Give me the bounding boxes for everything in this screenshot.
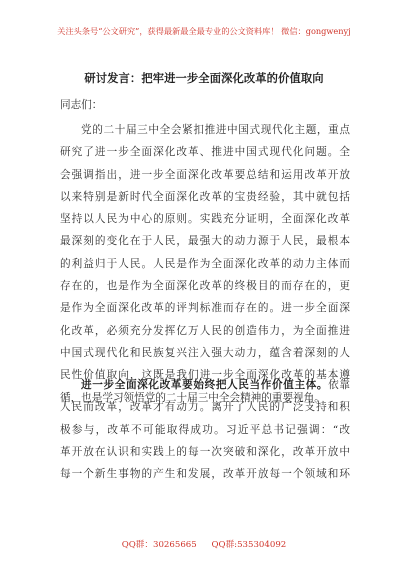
text-line: 化改革，必须充分发挥亿万人民的创造伟力，为全面推进 xyxy=(60,324,350,337)
document-title: 研讨发言：把牢进一步全面深化改革的价值取向 xyxy=(84,71,324,85)
salutation: 同志们： xyxy=(60,99,103,111)
text-line: 循，也是学习领悟党的二十届三中全会精神的重要视角。 xyxy=(60,391,325,404)
qq-group-2: QQ群:535304092 xyxy=(211,540,287,550)
paragraph-2 xyxy=(60,374,350,485)
text-line: 党的二十届三中全会紧扣推进中国式现代化主题，重点 xyxy=(81,124,350,136)
text-line: 坚持以人民为中心的原则。实践充分证明，全面深化改革 xyxy=(60,213,350,226)
text-line: 最深刻的变化在于人民，最强大的动力源于人民，最根本 xyxy=(60,235,350,248)
text-line: 是作为全面深化改革的评判标准而存在的。进一步全面深 xyxy=(60,302,350,315)
paragraph-2-first-rest: 依靠 xyxy=(328,379,350,391)
text-line: 以来特别是新时代全面深化改革的宝贵经验，其中就包括 xyxy=(60,190,350,203)
text-line: 革开放在认识和实践上的每一次突破和深化，改革开放中 xyxy=(60,445,350,458)
paragraph-2-heading: 进一步全面深化改革要始终把人民当作价值主体。 xyxy=(81,379,329,391)
paragraph-1 xyxy=(60,119,350,409)
footer-qq-groups xyxy=(0,538,408,550)
header-banner: 关注头条号“公文研究”，获得最新最全最专业的公文资料库！ 微信：gongwenyj xyxy=(57,26,351,36)
qq-group-1: QQ群：30265665 xyxy=(121,540,197,550)
text-line: 的利益归于人民。人民是作为全面深化改革的动力主体而 xyxy=(60,257,350,270)
text-line: 极参与，改革不可能取得成功。习近平总书记强调：“改 xyxy=(60,423,350,436)
text-line: 中国式现代化和民族复兴注入强大动力，蕴含着深刻的人 xyxy=(60,346,350,359)
paragraph-2-first-line xyxy=(60,374,350,396)
text-line: 人民而改革，改革才有动力。离开了人民的广泛支持和积 xyxy=(60,401,350,414)
text-line: 每一个新生事物的产生和发展，改革开放每一个领域和环 xyxy=(60,468,350,481)
text-line: 存在的，也是作为全面深化改革的终极目的而存在的，更 xyxy=(60,280,350,293)
text-line: 会强调指出，进一步全面深化改革要总结和运用改革开放 xyxy=(60,168,350,181)
text-line: 民性价值取向，这既是我们进一步全面深化改革的基本遵 xyxy=(60,369,350,382)
text-line: 研究了进一步全面深化改革、推进中国式现代化问题。全 xyxy=(60,146,350,159)
